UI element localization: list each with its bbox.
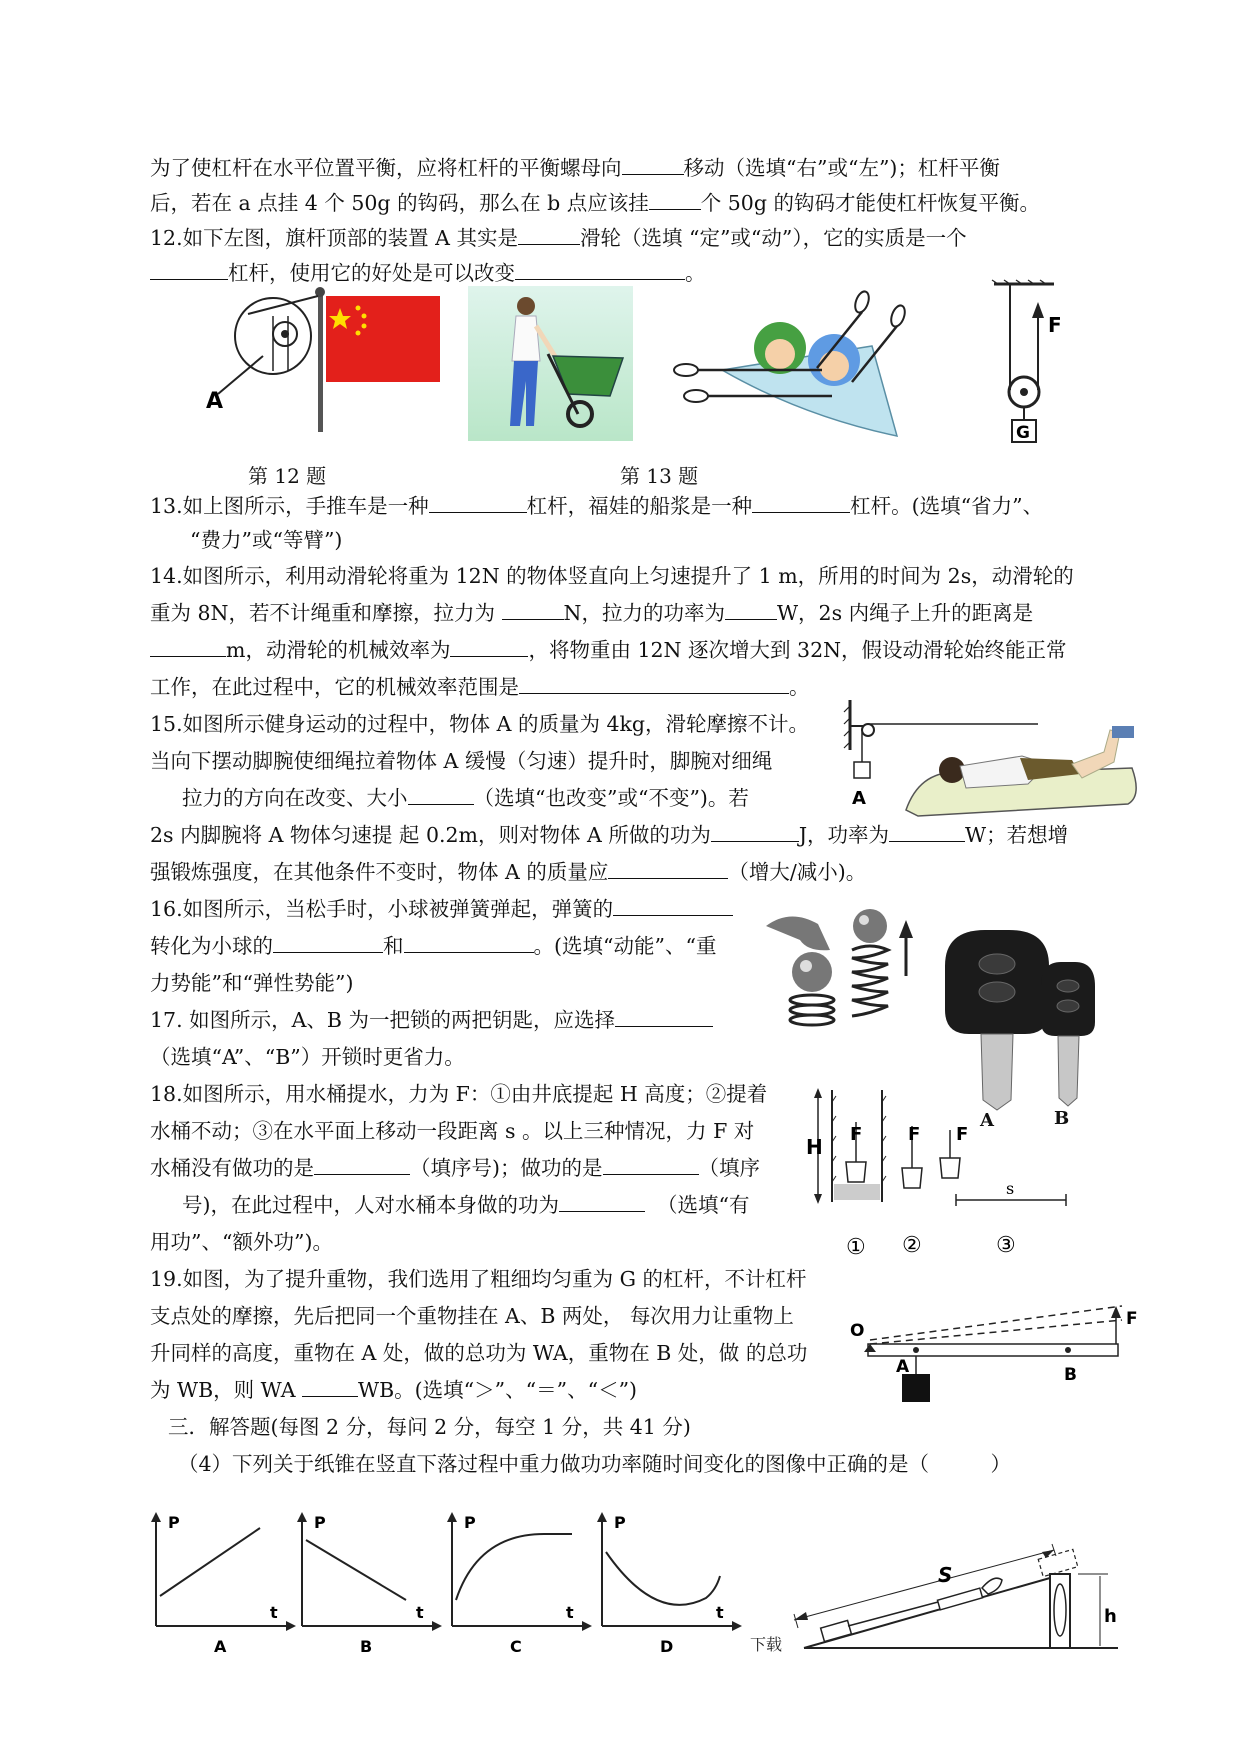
q12-line2: 杠杆，使用它的好处是可以改变 。 [150,259,706,287]
q12-line1: 12.如下左图，旗杆顶部的装置 A 其实是 滑轮（选填 “定”或“动”），它的实质是一个 [150,226,967,250]
lever-figure [850,1296,1140,1416]
answer-blank[interactable] [450,636,528,657]
q18-line1: 18.如图所示，用水桶提水，力为 F：①由井底提起 H 高度；②提着 [150,1082,768,1106]
section3-heading: 三．解答题(每图 2 分，每问 2 分，每空 1 分，共 41 分) [168,1415,691,1439]
graph-3 [446,1510,596,1660]
key-label-B: B [1054,1108,1070,1129]
caption-q13: 第 13 题 [620,464,699,488]
answer-blank[interactable] [608,858,728,879]
q19-line2: 支点处的摩擦，先后把同一个重物挂在 A、B 两处， 每次用力让重物上 [150,1304,794,1328]
pulley-label-F: F [1048,313,1062,337]
answer-blank[interactable] [603,1154,699,1175]
answer-blank[interactable] [429,492,527,513]
q11-line1: 为了使杠杆在水平位置平衡，应将杠杆的平衡螺母向 移动（选填“右”或“左”)；杠杆平衡 [150,156,1000,180]
q14-line4: 工作，在此过程中，它的机械效率范围是 。 [150,675,810,699]
answer-blank[interactable] [150,259,228,280]
caption-q12: 第 12 题 [248,464,327,488]
bucket-label-F1: F [850,1124,863,1145]
answer-blank[interactable] [649,189,701,210]
answer-blank[interactable] [559,1191,645,1212]
incline-figure [788,1514,1138,1654]
lever-label-O: O [850,1321,865,1341]
graph-option-label: D [660,1637,674,1656]
exercise-label-A: A [852,788,866,809]
answer-blank[interactable] [302,1376,358,1397]
q15-line5: 强锻炼强度，在其他条件不变时，物体 A 的质量应 （增大/减小)。 [150,860,867,884]
answer-blank[interactable] [404,932,534,953]
graph-axis-t: t [716,1603,724,1622]
q15-line2: 当向下摆动脚腕使细绳拉着物体 A 缓慢（匀速）提升时，脚腕对细绳 [150,749,773,773]
answer-blank[interactable] [515,259,685,280]
answer-blank[interactable] [889,821,965,842]
graph-option-label: C [510,1637,522,1656]
graph-axis-p: P [614,1513,626,1532]
q18-line5: 用功”、“额外功”)。 [150,1230,333,1254]
q16-line2: 转化为小球的 和 。(选填“动能”、“重 [150,934,717,958]
answer-blank[interactable] [314,1154,410,1175]
lever-label-F: F [1126,1309,1138,1329]
bucket-num-3: ③ [996,1233,1016,1258]
q15-line1: 15.如图所示健身运动的过程中，物体 A 的质量为 4kg，滑轮摩擦不计。 [150,712,810,736]
bucket-label-H: H [806,1135,823,1159]
graph-4 [596,1510,746,1660]
lever-label-B: B [1064,1365,1077,1385]
q13-line2: “费力”或“等臂”) [190,528,343,552]
flag-label-A: A [206,389,224,414]
q17-line2: （选填“A”、“B”）开锁时更省力。 [150,1045,465,1069]
q14-line1: 14.如图所示，利用动滑轮将重为 12N 的物体竖直向上匀速提升了 1 m，所用的时间为 2s，动滑轮的 [150,564,1074,588]
graph-axis-t: t [270,1603,278,1622]
lever-label-A: A [896,1357,910,1377]
answer-blank[interactable] [615,1006,713,1027]
q15-line3: 拉力的方向在改变、大小 （选填“也改变”或“不变”)。若 [182,786,749,810]
answer-blank[interactable] [519,673,789,694]
incline-label-h: h [1104,1606,1117,1627]
q4-text: （4）下列关于纸锥在竖直下落过程中重力做功功率随时间变化的图像中正确的是（ ） [178,1452,1012,1476]
q11-line2: 后，若在 a 点挂 4 个 50g 的钩码，那么在 b 点应该挂 个 50g 的钩码才能使杠杆恢复平衡。 [150,191,1040,215]
bucket-label-F3: F [956,1124,969,1145]
q16-line3: 力势能”和“弹性势能”) [150,971,354,995]
answer-blank[interactable] [502,599,564,620]
graph-axis-p: P [168,1513,180,1532]
pulley-label-G: G [1016,423,1030,443]
bucket-num-1: ① [846,1235,866,1260]
answer-blank[interactable] [273,932,383,953]
answer-blank[interactable] [622,154,684,175]
bucket-num-2: ② [902,1233,922,1258]
answer-blank[interactable] [752,492,850,513]
q15-line4: 2s 内脚腕将 A 物体匀速提 起 0.2m，则对物体 A 所做的功为 J，功率为 W；若想增 [150,823,1069,847]
flag-pulley-figure [206,286,448,436]
bucket-label-F2: F [908,1124,921,1145]
answer-blank[interactable] [613,895,733,916]
answer-blank[interactable] [518,224,580,245]
graph-axis-p: P [464,1513,476,1532]
watermark-text: 下载 [750,1635,783,1654]
q18-line3: 水桶没有做功的是 （填序号)；做功的是 （填序 [150,1156,760,1180]
wheelbarrow-figure [468,286,633,441]
answer-blank[interactable] [711,821,799,842]
answer-blank[interactable] [408,784,474,805]
answer-blank[interactable] [150,636,226,657]
graph-option-label: B [360,1637,373,1656]
q19-line1: 19.如图，为了提升重物，我们选用了粗细均匀重为 G 的杠杆，不计杠杆 [150,1267,807,1291]
q14-line3: m，动滑轮的机械效率为 ，将物重由 12N 逐次增大到 32N，假设动滑轮始终能正常 [150,636,1067,664]
q19-line3: 升同样的高度，重物在 A 处，做的总功为 WA，重物在 B 处，做 的总功 [150,1341,808,1365]
exercise-figure [842,700,1142,820]
bucket-label-s: s [1006,1179,1015,1198]
graph-1 [150,1510,300,1660]
spring-ball-figure [760,906,920,1036]
answer-blank[interactable] [725,599,777,620]
q13-line1: 13.如上图所示，手推车是一种 杠杆，福娃的船浆是一种 杠杆。(选填“省力”、 [150,494,1044,518]
key-label-A: A [980,1110,994,1131]
graph-axis-p: P [314,1513,326,1532]
incline-label-S: S [938,1563,953,1587]
q17-line1: 17. 如图所示，A、B 为一把锁的两把钥匙，应选择 [150,1006,713,1034]
movable-pulley-figure [990,280,1080,450]
graph-2 [296,1510,446,1660]
q14-line2: 重为 8N，若不计绳重和摩擦，拉力为 N，拉力的功率为 W，2s 内绳子上升的距离是 [150,601,1034,625]
fuwa-boat-figure [672,286,912,436]
graph-axis-t: t [416,1603,424,1622]
q18-line4: 号)，在此过程中，人对水桶本身做的功为 （选填“有 [182,1193,750,1217]
q16-line1: 16.如图所示，当松手时，小球被弹簧弹起，弹簧的 [150,895,733,923]
q18-line2: 水桶不动；③在水平面上移动一段距离 s 。以上三种情况，力 F 对 [150,1119,755,1143]
bucket-work-figure [806,1082,1086,1262]
q19-line4: 为 WB，则 WA WB。(选填“＞”、“＝”、“＜”) [150,1378,638,1402]
graph-option-label: A [214,1637,227,1656]
graph-axis-t: t [566,1603,574,1622]
